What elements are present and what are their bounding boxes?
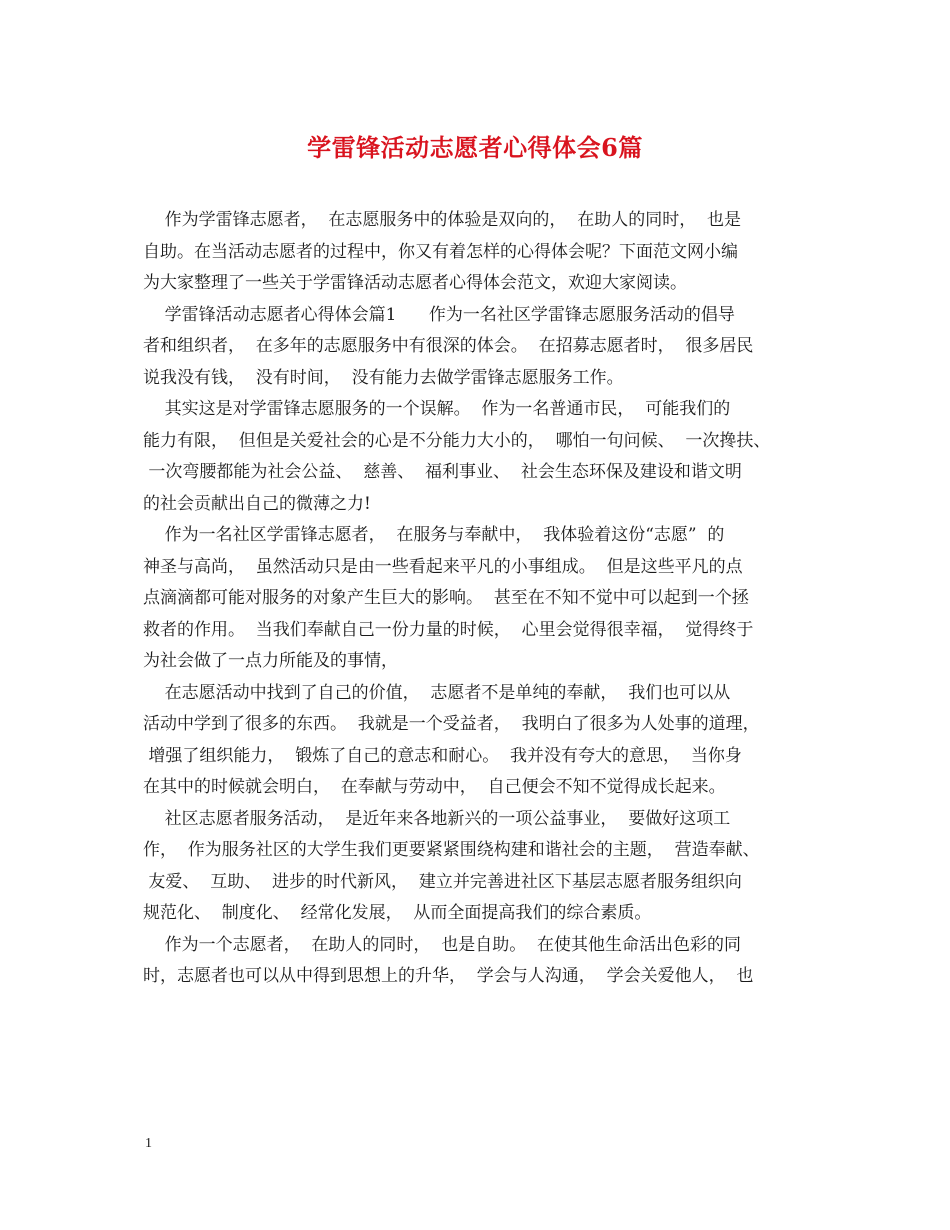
text-line: 自助。在当活动志愿者的过程中，你又有着怎样的心得体会呢？下面范文网小编 <box>143 241 738 262</box>
text-line: 一次弯腰都能为社会公益、 慈善、 福利事业、 社会生态环保及建设和谐文明 <box>143 462 742 482</box>
text-line: 的社会贡献出自己的微薄之力! <box>143 493 371 514</box>
text-line: 在其中的时候就会明白， 在奉献与劳动中， 自己便会不知不觉得成长起来。 <box>143 777 726 797</box>
text-line: 规范化、 制度化、 经常化发展， 从而全面提高我们的综合素质。 <box>143 903 652 923</box>
text-line: 增强了组织能力， 锻炼了自己的意志和耐心。 我并没有夸大的意思， 当你身 <box>143 745 742 766</box>
text-line: 点滴滴都可能对服务的对象产生巨大的影响。 甚至在不知不觉中可以起到一个拯 <box>143 588 749 608</box>
document-title: 学雷锋活动志愿者心得体会6篇 <box>307 133 643 162</box>
text-line: 学雷锋活动志愿者心得体会篇1 作为一名社区学雷锋志愿服务活动的倡导 <box>143 304 735 325</box>
text-line: 作为学雷锋志愿者， 在志愿服务中的体验是双向的， 在助人的同时， 也是 <box>143 210 742 230</box>
text-line: 友爱、 互助、 进步的时代新风， 建立并完善进社区下基层志愿者服务组织向 <box>143 871 742 892</box>
text-line: 为大家整理了一些关于学雷锋活动志愿者心得体会范文，欢迎大家阅读。 <box>143 273 687 293</box>
text-line: 说我没有钱， 没有时间， 没有能力去做学雷锋志愿服务工作。 <box>143 367 624 388</box>
text-line: 者和组织者， 在多年的志愿服务中有很深的体会。 在招募志愿者时， 很多居民 <box>143 336 754 356</box>
text-line: 作， 作为服务社区的大学生我们更要紧紧围绕构建和谐社会的主题， 营造奉献、 <box>143 840 760 860</box>
text-line: 救者的作用。 当我们奉献自己一份力量的时候， 心里会觉得很幸福， 觉得终于 <box>143 619 754 640</box>
text-line: 时，志愿者也可以从中得到思想上的升华， 学会与人沟通， 学会关爱他人， 也 <box>143 966 754 986</box>
page-number: 1 <box>145 1136 152 1151</box>
text-line: 其实这是对学雷锋志愿服务的一个误解。 作为一名普通市民， 可能我们的 <box>143 399 731 419</box>
document-body <box>143 205 811 993</box>
text-line: 能力有限， 但但是关爱社会的心是不分能力大小的， 哪怕一句问候、 一次搀扶、 <box>143 430 771 451</box>
text-line: 为社会做了一点力所能及的事情， <box>143 651 398 671</box>
text-line: 神圣与高尚， 虽然活动只是由一些看起来平凡的小事组成。 但是这些平凡的点 <box>143 556 743 577</box>
text-line: 活动中学到了很多的东西。 我就是一个受益者， 我明白了很多为人处事的道理， <box>143 714 760 734</box>
text-line: 社区志愿者服务活动， 是近年来各地新兴的一项公益事业， 要做好这项工 <box>143 808 731 829</box>
text-line: 作为一名社区学雷锋志愿者， 在服务与奉献中， 我体验着这份“志愿” 的 <box>143 525 725 545</box>
text-line: 在志愿活动中找到了自己的价值， 志愿者不是单纯的奉献， 我们也可以从 <box>143 682 731 703</box>
text-line: 作为一个志愿者， 在助人的同时， 也是自助。 在使其他生命活出色彩的同 <box>143 934 742 955</box>
